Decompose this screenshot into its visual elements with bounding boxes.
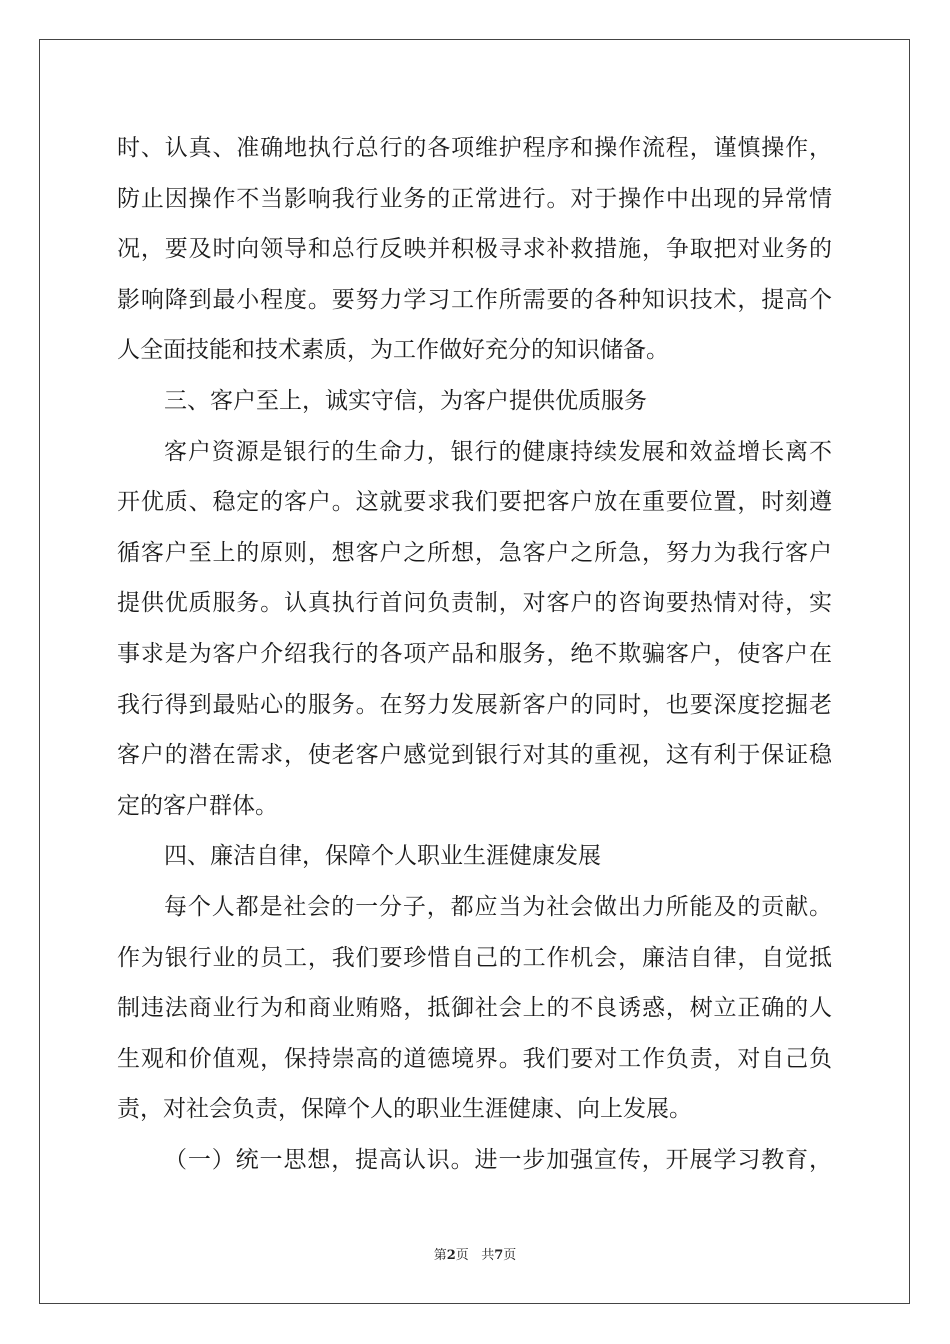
text-line: 影响降到最小程度。要努力学习工作所需要的各种知识技术，提高个 xyxy=(117,286,832,313)
text-line: 我行得到最贴心的服务。在努力发展新客户的同时，也要深度挖掘老 xyxy=(117,691,832,718)
text-line: 人全面技能和技术素质，为工作做好充分的知识储备。 xyxy=(117,337,669,364)
text-line: 事求是为客户介绍我行的各项产品和服务，绝不欺骗客户，使客户在 xyxy=(117,640,832,667)
footer-total-suffix: 页 xyxy=(503,1248,517,1263)
text-line: 客户的潜在需求，使老客户感觉到银行对其的重视，这有利于保证稳 xyxy=(117,742,832,769)
text-line: 开优质、稳定的客户。这就要求我们要把客户放在重要位置，时刻遵 xyxy=(117,489,832,516)
current-page-number: 2 xyxy=(446,1248,456,1263)
page-footer xyxy=(0,1244,950,1263)
text-line: 作为银行业的员工，我们要珍惜自己的工作机会，廉洁自律，自觉抵 xyxy=(117,944,832,971)
text-line: 生观和价值观，保持崇高的道德境界。我们要对工作负责，对自己负 xyxy=(117,1045,832,1072)
text-line: 四、廉洁自律，保障个人职业生涯健康发展 xyxy=(164,843,601,870)
text-line: 客户资源是银行的生命力，银行的健康持续发展和效益增长离不 xyxy=(164,438,832,465)
text-line: 定的客户群体。 xyxy=(117,792,278,819)
text-line: 防止因操作不当影响我行业务的正常进行。对于操作中出现的异常情 xyxy=(117,185,832,212)
text-line: 时、认真、准确地执行总行的各项维护程序和操作流程，谨慎操作， xyxy=(117,135,832,161)
text-line: 每个人都是社会的一分子，都应当为社会做出力所能及的贡献。 xyxy=(164,893,832,920)
text-line: （一）统一思想，提高认识。进一步加强宣传，开展学习教育， xyxy=(164,1146,832,1173)
text-line: 况，要及时向领导和总行反映并积极寻求补救措施，争取把对业务的 xyxy=(117,236,832,263)
text-line: 责，对社会负责，保障个人的职业生涯健康、向上发展。 xyxy=(117,1096,692,1123)
footer-total-prefix: 共 xyxy=(481,1248,495,1263)
document-body xyxy=(117,129,832,1191)
text-line: 制违法商业行为和商业贿赂，抵御社会上的不良诱惑，树立正确的人 xyxy=(117,995,832,1022)
text-line: 三、客户至上，诚实守信，为客户提供优质服务 xyxy=(164,387,647,414)
text-line: 循客户至上的原则，想客户之所想，急客户之所急，努力为我行客户 xyxy=(117,539,832,566)
footer-page-word: 页 xyxy=(455,1248,469,1263)
text-line: 提供优质服务。认真执行首问负责制，对客户的咨询要热情对待，实 xyxy=(117,590,832,617)
total-pages-number: 7 xyxy=(494,1248,504,1263)
footer-prefix: 第 xyxy=(433,1248,447,1263)
